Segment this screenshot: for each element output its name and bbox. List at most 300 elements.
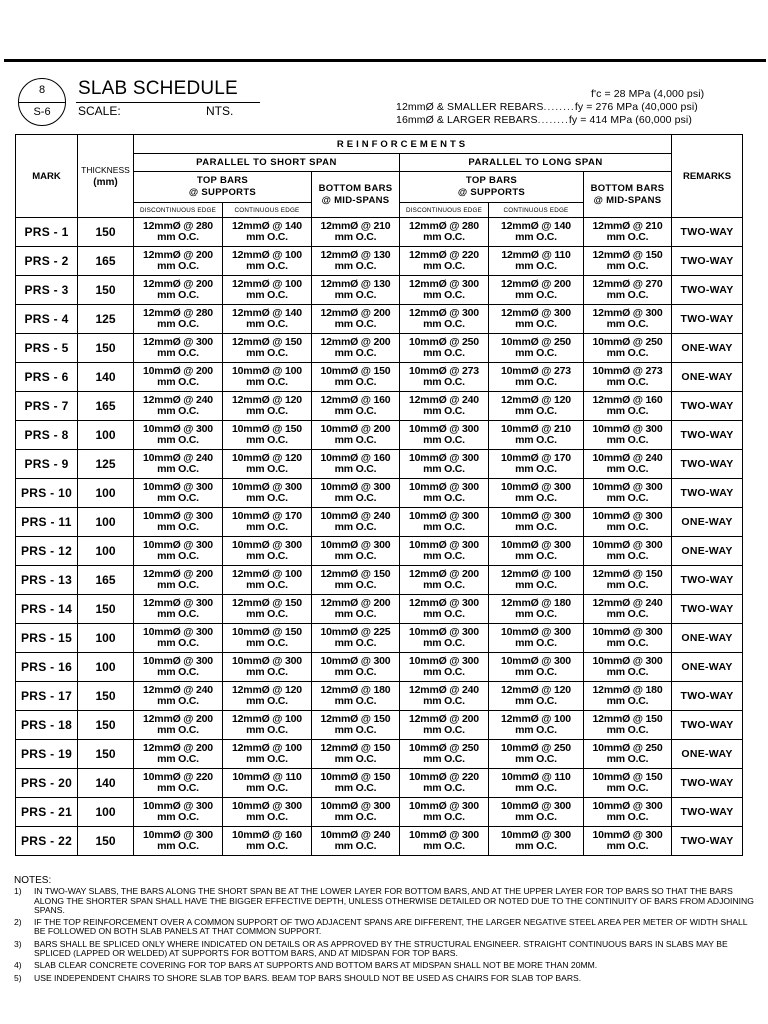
rebar-size-spacing: 10mmØ @ 300 <box>320 655 391 667</box>
rebar-spacing-unit: mm O.C. <box>334 463 377 475</box>
rebar-spacing-unit: mm O.C. <box>606 231 649 243</box>
rebar-spacing-unit: mm O.C. <box>606 608 649 620</box>
rebar-size-spacing: 10mmØ @ 300 <box>143 510 213 522</box>
slab-thickness: 100 <box>78 798 134 827</box>
rebar-size-spacing: 10mmØ @ 300 <box>232 800 302 812</box>
rebar-cell <box>584 218 672 247</box>
slab-mark: PRS - 20 <box>16 769 78 798</box>
rebar-spacing-unit: mm O.C. <box>246 463 288 475</box>
rebar-size-spacing: 12mmØ @ 280 <box>143 307 213 319</box>
small-rebar-spec <box>396 101 698 113</box>
rebar-cell <box>400 827 489 856</box>
rebar-cell <box>312 798 400 827</box>
header-thickness-unit: (mm) <box>93 176 118 188</box>
rebar-size-spacing: 10mmØ @ 300 <box>409 800 479 812</box>
rebar-size-spacing: 12mmØ @ 240 <box>409 394 479 406</box>
rebar-spacing-unit: mm O.C. <box>606 405 649 417</box>
rebar-spacing-unit: mm O.C. <box>246 318 288 330</box>
rebar-size-spacing: 10mmØ @ 300 <box>501 539 571 551</box>
rebar-cell <box>489 711 584 740</box>
rebar-cell <box>584 334 672 363</box>
slab-mark: PRS - 7 <box>16 392 78 421</box>
rebar-size-spacing: 12mmØ @ 210 <box>320 220 391 232</box>
rebar-size-spacing: 10mmØ @ 300 <box>592 539 663 551</box>
slab-remarks: ONE-WAY <box>672 334 743 363</box>
rebar-size-spacing: 12mmØ @ 100 <box>232 742 302 754</box>
rebar-size-spacing: 10mmØ @ 300 <box>592 800 663 812</box>
table-row <box>16 711 743 740</box>
rebar-cell <box>489 421 584 450</box>
rebar-spacing-unit: mm O.C. <box>606 318 649 330</box>
table-row <box>16 508 743 537</box>
rebar-spacing-unit: mm O.C. <box>515 260 557 272</box>
slab-remarks: TWO-WAY <box>672 479 743 508</box>
rebar-cell <box>312 479 400 508</box>
rebar-spacing-unit: mm O.C. <box>246 492 288 504</box>
header-remarks: REMARKS <box>672 135 743 218</box>
rebar-spacing-unit: mm O.C. <box>157 521 199 533</box>
slab-mark: PRS - 22 <box>16 827 78 856</box>
rebar-cell <box>134 334 223 363</box>
rebar-size-spacing: 10mmØ @ 160 <box>232 829 302 841</box>
rebar-spacing-unit: mm O.C. <box>423 318 465 330</box>
rebar-spacing-unit: mm O.C. <box>423 347 465 359</box>
notes-title: NOTES: <box>14 875 52 886</box>
small-rebar-fy: fy = 276 MPa (40,000 psi) <box>574 101 698 113</box>
rebar-size-spacing: 10mmØ @ 240 <box>592 452 663 464</box>
rebar-cell <box>134 218 223 247</box>
rebar-size-spacing: 10mmØ @ 300 <box>592 510 663 522</box>
rebar-cell <box>489 218 584 247</box>
rebar-spacing-unit: mm O.C. <box>246 550 288 562</box>
rebar-spacing-unit: mm O.C. <box>157 289 199 301</box>
concrete-strength: f'c = 28 MPa (4,000 psi) <box>591 88 705 100</box>
rebar-spacing-unit: mm O.C. <box>423 840 465 852</box>
slab-thickness: 100 <box>78 508 134 537</box>
rebar-spacing-unit: mm O.C. <box>334 695 377 707</box>
slab-thickness: 150 <box>78 682 134 711</box>
rebar-cell <box>400 392 489 421</box>
rebar-size-spacing: 10mmØ @ 225 <box>320 626 391 638</box>
slab-thickness: 150 <box>78 276 134 305</box>
rebar-spacing-unit: mm O.C. <box>334 376 377 388</box>
small-rebar-label: 12mmØ & SMALLER REBARS <box>396 101 544 113</box>
rebar-cell <box>489 479 584 508</box>
rebar-cell <box>312 363 400 392</box>
rebar-cell <box>134 653 223 682</box>
note-item <box>14 940 754 959</box>
large-rebar-spec <box>396 114 692 126</box>
table-row <box>16 421 743 450</box>
rebar-size-spacing: 10mmØ @ 200 <box>320 423 391 435</box>
rebar-cell <box>223 479 312 508</box>
slab-thickness: 150 <box>78 595 134 624</box>
rebar-spacing-unit: mm O.C. <box>515 695 557 707</box>
rebar-cell <box>584 595 672 624</box>
rebar-cell <box>134 479 223 508</box>
rebar-spacing-unit: mm O.C. <box>423 695 465 707</box>
rebar-size-spacing: 12mmØ @ 300 <box>143 336 213 348</box>
rebar-cell <box>134 595 223 624</box>
rebar-size-spacing: 12mmØ @ 200 <box>409 713 479 725</box>
rebar-cell <box>400 653 489 682</box>
slab-mark: PRS - 16 <box>16 653 78 682</box>
slab-thickness: 100 <box>78 624 134 653</box>
rebar-spacing-unit: mm O.C. <box>334 753 377 765</box>
rebar-cell <box>223 769 312 798</box>
rebar-size-spacing: 12mmØ @ 160 <box>320 394 391 406</box>
rebar-size-spacing: 12mmØ @ 200 <box>320 336 391 348</box>
slab-remarks: ONE-WAY <box>672 363 743 392</box>
rebar-cell <box>134 276 223 305</box>
rebar-spacing-unit: mm O.C. <box>606 434 649 446</box>
rebar-cell <box>400 711 489 740</box>
rebar-size-spacing: 12mmØ @ 200 <box>143 713 213 725</box>
rebar-size-spacing: 10mmØ @ 300 <box>143 423 213 435</box>
rebar-cell <box>400 682 489 711</box>
slab-mark: PRS - 10 <box>16 479 78 508</box>
rebar-cell <box>489 392 584 421</box>
note-number: 4) <box>14 960 22 971</box>
rebar-size-spacing: 10mmØ @ 110 <box>232 771 302 783</box>
rebar-spacing-unit: mm O.C. <box>423 231 465 243</box>
rebar-size-spacing: 12mmØ @ 140 <box>232 220 302 232</box>
header-bottom-bars-line2: @ MID-SPANS <box>593 194 662 206</box>
table-row <box>16 218 743 247</box>
slab-remarks: TWO-WAY <box>672 450 743 479</box>
rebar-spacing-unit: mm O.C. <box>246 231 288 243</box>
header-thickness-label: THICKNESS <box>81 164 130 175</box>
rebar-size-spacing: 12mmØ @ 140 <box>501 220 571 232</box>
rebar-cell <box>223 624 312 653</box>
header-top-bars-line1: TOP BARS <box>465 175 518 186</box>
slab-thickness: 100 <box>78 479 134 508</box>
rebar-cell <box>223 595 312 624</box>
rebar-size-spacing: 12mmØ @ 240 <box>409 684 479 696</box>
rebar-cell <box>400 363 489 392</box>
rebar-spacing-unit: mm O.C. <box>606 289 649 301</box>
table-row <box>16 305 743 334</box>
rebar-size-spacing: 10mmØ @ 250 <box>592 742 663 754</box>
rebar-size-spacing: 10mmØ @ 170 <box>501 452 571 464</box>
rebar-size-spacing: 12mmØ @ 180 <box>501 597 571 609</box>
slab-thickness: 125 <box>78 305 134 334</box>
rebar-size-spacing: 10mmØ @ 300 <box>320 800 391 812</box>
rebar-cell <box>312 334 400 363</box>
slab-thickness: 100 <box>78 421 134 450</box>
rebar-spacing-unit: mm O.C. <box>423 637 465 649</box>
rebar-spacing-unit: mm O.C. <box>606 666 649 678</box>
rebar-size-spacing: 10mmØ @ 240 <box>143 452 213 464</box>
rebar-spacing-unit: mm O.C. <box>157 579 199 591</box>
rebar-cell <box>223 218 312 247</box>
header-top-bars-line2: @ SUPPORTS <box>457 187 526 198</box>
rebar-cell <box>223 798 312 827</box>
rebar-spacing-unit: mm O.C. <box>606 579 649 591</box>
slab-remarks: TWO-WAY <box>672 682 743 711</box>
slab-thickness: 150 <box>78 334 134 363</box>
rebar-spacing-unit: mm O.C. <box>334 579 377 591</box>
rebar-spacing-unit: mm O.C. <box>606 782 649 794</box>
slab-remarks: TWO-WAY <box>672 421 743 450</box>
rebar-size-spacing: 12mmØ @ 200 <box>320 597 391 609</box>
rebar-cell <box>400 769 489 798</box>
rebar-size-spacing: 10mmØ @ 240 <box>320 510 391 522</box>
rebar-size-spacing: 12mmØ @ 130 <box>320 278 391 290</box>
rebar-size-spacing: 10mmØ @ 100 <box>232 365 302 377</box>
header-mark: MARK <box>16 135 78 218</box>
slab-mark: PRS - 1 <box>16 218 78 247</box>
slab-remarks: TWO-WAY <box>672 305 743 334</box>
rebar-cell <box>223 247 312 276</box>
slab-mark: PRS - 9 <box>16 450 78 479</box>
rebar-cell <box>134 363 223 392</box>
rebar-spacing-unit: mm O.C. <box>423 782 465 794</box>
rebar-cell <box>489 682 584 711</box>
rebar-spacing-unit: mm O.C. <box>606 492 649 504</box>
rebar-spacing-unit: mm O.C. <box>606 376 649 388</box>
slab-thickness: 150 <box>78 711 134 740</box>
rebar-size-spacing: 10mmØ @ 240 <box>320 829 391 841</box>
rebar-size-spacing: 10mmØ @ 150 <box>320 365 391 377</box>
rebar-cell <box>584 827 672 856</box>
rebar-cell <box>134 827 223 856</box>
rebar-spacing-unit: mm O.C. <box>515 666 557 678</box>
rebar-spacing-unit: mm O.C. <box>515 550 557 562</box>
rebar-size-spacing: 10mmØ @ 273 <box>592 365 663 377</box>
slab-thickness: 150 <box>78 740 134 769</box>
slab-mark: PRS - 13 <box>16 566 78 595</box>
rebar-cell <box>134 624 223 653</box>
rebar-spacing-unit: mm O.C. <box>423 376 465 388</box>
rebar-cell <box>312 740 400 769</box>
slab-remarks: TWO-WAY <box>672 276 743 305</box>
rebar-spacing-unit: mm O.C. <box>157 666 199 678</box>
header-long-top-bars <box>400 172 584 203</box>
rebar-cell <box>134 421 223 450</box>
rebar-size-spacing: 10mmØ @ 300 <box>143 481 213 493</box>
slab-remarks: ONE-WAY <box>672 508 743 537</box>
table-row <box>16 479 743 508</box>
rebar-cell <box>134 566 223 595</box>
rebar-size-spacing: 10mmØ @ 250 <box>409 336 479 348</box>
detail-number: 8 <box>38 84 46 96</box>
slab-thickness: 165 <box>78 566 134 595</box>
note-text: IF THE TOP REINFORCEMENT OVER A COMMON SUPPORT OF TWO ADJACENT SPANS ARE DIFFERENT, THE LARGER NEGATIVE STEEL AREA PER METER OF WIDTH SHALL BE FOLLOWED ON BOTH SLAB PANELS AT THAT COMMON SUPPORT. <box>34 917 748 937</box>
rebar-cell <box>312 595 400 624</box>
rebar-size-spacing: 10mmØ @ 300 <box>320 481 391 493</box>
rebar-size-spacing: 10mmØ @ 300 <box>143 539 213 551</box>
rebar-size-spacing: 10mmØ @ 200 <box>143 365 213 377</box>
rebar-size-spacing: 10mmØ @ 120 <box>232 452 302 464</box>
rebar-size-spacing: 12mmØ @ 240 <box>592 597 663 609</box>
rebar-spacing-unit: mm O.C. <box>423 434 465 446</box>
rebar-size-spacing: 12mmØ @ 210 <box>592 220 663 232</box>
rebar-size-spacing: 10mmØ @ 300 <box>143 829 213 841</box>
slab-thickness: 140 <box>78 363 134 392</box>
header-thickness <box>78 135 134 218</box>
rebar-cell <box>489 798 584 827</box>
rebar-size-spacing: 12mmØ @ 280 <box>143 220 213 232</box>
rebar-spacing-unit: mm O.C. <box>606 753 649 765</box>
rebar-cell <box>489 334 584 363</box>
rebar-spacing-unit: mm O.C. <box>334 521 377 533</box>
rebar-spacing-unit: mm O.C. <box>334 289 377 301</box>
rebar-cell <box>312 276 400 305</box>
rebar-spacing-unit: mm O.C. <box>606 550 649 562</box>
rebar-cell <box>223 276 312 305</box>
rebar-spacing-unit: mm O.C. <box>423 666 465 678</box>
rebar-cell <box>489 740 584 769</box>
rebar-cell <box>489 305 584 334</box>
leader-dots: ........ <box>537 114 569 126</box>
rebar-cell <box>489 450 584 479</box>
rebar-size-spacing: 10mmØ @ 300 <box>409 829 479 841</box>
rebar-size-spacing: 10mmØ @ 273 <box>409 365 479 377</box>
rebar-spacing-unit: mm O.C. <box>423 608 465 620</box>
rebar-spacing-unit: mm O.C. <box>334 405 377 417</box>
rebar-cell <box>584 682 672 711</box>
rebar-spacing-unit: mm O.C. <box>157 434 199 446</box>
note-number: 2) <box>14 917 22 928</box>
rebar-cell <box>223 711 312 740</box>
rebar-spacing-unit: mm O.C. <box>157 260 199 272</box>
rebar-spacing-unit: mm O.C. <box>334 637 377 649</box>
rebar-cell <box>489 827 584 856</box>
slab-remarks: TWO-WAY <box>672 798 743 827</box>
rebar-size-spacing: 12mmØ @ 110 <box>501 249 571 261</box>
slab-thickness: 100 <box>78 537 134 566</box>
header-short-bottom-bars <box>312 172 400 218</box>
scale-label: SCALE: <box>78 104 121 118</box>
rebar-spacing-unit: mm O.C. <box>515 231 557 243</box>
slab-thickness: 140 <box>78 769 134 798</box>
header-long-discontinuous-edge: DISCONTINUOUS EDGE <box>400 203 489 218</box>
slab-remarks: TWO-WAY <box>672 566 743 595</box>
rebar-spacing-unit: mm O.C. <box>606 463 649 475</box>
rebar-cell <box>312 450 400 479</box>
rebar-cell <box>312 624 400 653</box>
header-parallel-short-span: PARALLEL TO SHORT SPAN <box>134 154 400 172</box>
rebar-spacing-unit: mm O.C. <box>157 782 199 794</box>
rebar-spacing-unit: mm O.C. <box>246 724 288 736</box>
rebar-size-spacing: 12mmØ @ 150 <box>320 568 391 580</box>
rebar-cell <box>400 595 489 624</box>
slab-mark: PRS - 4 <box>16 305 78 334</box>
rebar-spacing-unit: mm O.C. <box>246 289 288 301</box>
rebar-spacing-unit: mm O.C. <box>246 811 288 823</box>
rebar-cell <box>489 537 584 566</box>
rebar-spacing-unit: mm O.C. <box>246 260 288 272</box>
rebar-cell <box>223 740 312 769</box>
rebar-size-spacing: 10mmØ @ 300 <box>501 800 571 812</box>
rebar-size-spacing: 12mmØ @ 150 <box>232 336 302 348</box>
rebar-spacing-unit: mm O.C. <box>246 782 288 794</box>
rebar-size-spacing: 10mmØ @ 250 <box>501 336 571 348</box>
rebar-spacing-unit: mm O.C. <box>606 347 649 359</box>
rebar-spacing-unit: mm O.C. <box>157 492 199 504</box>
rebar-size-spacing: 12mmØ @ 130 <box>320 249 391 261</box>
slab-thickness: 100 <box>78 653 134 682</box>
rebar-cell <box>312 653 400 682</box>
table-row <box>16 624 743 653</box>
rebar-spacing-unit: mm O.C. <box>334 318 377 330</box>
rebar-cell <box>584 247 672 276</box>
rebar-spacing-unit: mm O.C. <box>423 579 465 591</box>
rebar-size-spacing: 12mmØ @ 120 <box>232 394 302 406</box>
header-top-bars-line2: @ SUPPORTS <box>188 187 257 198</box>
rebar-spacing-unit: mm O.C. <box>515 289 557 301</box>
note-number: 5) <box>14 972 22 983</box>
slab-remarks: ONE-WAY <box>672 653 743 682</box>
rebar-spacing-unit: mm O.C. <box>515 637 557 649</box>
rebar-cell <box>400 798 489 827</box>
rebar-spacing-unit: mm O.C. <box>157 724 199 736</box>
rebar-spacing-unit: mm O.C. <box>423 550 465 562</box>
rebar-spacing-unit: mm O.C. <box>246 666 288 678</box>
rebar-cell <box>584 450 672 479</box>
rebar-spacing-unit: mm O.C. <box>606 724 649 736</box>
rebar-spacing-unit: mm O.C. <box>246 376 288 388</box>
rebar-spacing-unit: mm O.C. <box>423 492 465 504</box>
slab-schedule-table <box>15 134 743 856</box>
rebar-size-spacing: 10mmØ @ 150 <box>232 423 302 435</box>
rebar-spacing-unit: mm O.C. <box>334 550 377 562</box>
rebar-cell <box>223 305 312 334</box>
rebar-size-spacing: 10mmØ @ 300 <box>143 626 213 638</box>
rebar-cell <box>400 508 489 537</box>
rebar-size-spacing: 12mmØ @ 100 <box>232 278 302 290</box>
note-item <box>14 974 754 983</box>
rebar-size-spacing: 10mmØ @ 220 <box>143 771 213 783</box>
rebar-spacing-unit: mm O.C. <box>515 376 557 388</box>
scale-value: NTS. <box>206 104 234 118</box>
rebar-cell <box>134 769 223 798</box>
rebar-spacing-unit: mm O.C. <box>157 811 199 823</box>
header-long-continuous-edge: CONTINUOUS EDGE <box>489 203 584 218</box>
rebar-size-spacing: 12mmØ @ 200 <box>143 278 213 290</box>
rebar-cell <box>134 392 223 421</box>
rebar-spacing-unit: mm O.C. <box>423 753 465 765</box>
rebar-size-spacing: 12mmØ @ 100 <box>501 568 571 580</box>
rebar-size-spacing: 12mmØ @ 200 <box>409 568 479 580</box>
rebar-size-spacing: 10mmØ @ 250 <box>409 742 479 754</box>
rebar-cell <box>584 305 672 334</box>
rebar-cell <box>584 566 672 595</box>
rebar-spacing-unit: mm O.C. <box>246 608 288 620</box>
rebar-cell <box>223 450 312 479</box>
header-reinforcements: REINFORCEMENTS <box>134 135 672 154</box>
table-row <box>16 537 743 566</box>
rebar-spacing-unit: mm O.C. <box>246 840 288 852</box>
rebar-size-spacing: 10mmØ @ 300 <box>592 626 663 638</box>
slab-remarks: ONE-WAY <box>672 537 743 566</box>
note-text: IN TWO-WAY SLABS, THE BARS ALONG THE SHORT SPAN BE AT THE LOWER LAYER FOR BOTTOM BARS, AND AT THE UPPER LAYER FOR TOP BARS SO THAT THE BARS ALONG THE SHORTER SPAN SHALL HAVE THE BIGGER EFFECTIVE DEPTH, UNLESS OTHERWISE DETAILED OR NOTED DUE TO THE CONTINUITY OF BARS FROM ADJOINING SPANS. <box>34 886 754 915</box>
rebar-size-spacing: 10mmØ @ 300 <box>409 510 479 522</box>
note-item <box>14 918 754 937</box>
table-row <box>16 595 743 624</box>
rebar-spacing-unit: mm O.C. <box>515 840 557 852</box>
rebar-cell <box>584 421 672 450</box>
table-row <box>16 653 743 682</box>
rebar-spacing-unit: mm O.C. <box>157 347 199 359</box>
rebar-spacing-unit: mm O.C. <box>334 492 377 504</box>
rebar-size-spacing: 10mmØ @ 300 <box>232 481 302 493</box>
rebar-spacing-unit: mm O.C. <box>334 724 377 736</box>
rebar-cell <box>584 537 672 566</box>
rebar-size-spacing: 12mmØ @ 300 <box>409 597 479 609</box>
rebar-size-spacing: 12mmØ @ 220 <box>409 249 479 261</box>
